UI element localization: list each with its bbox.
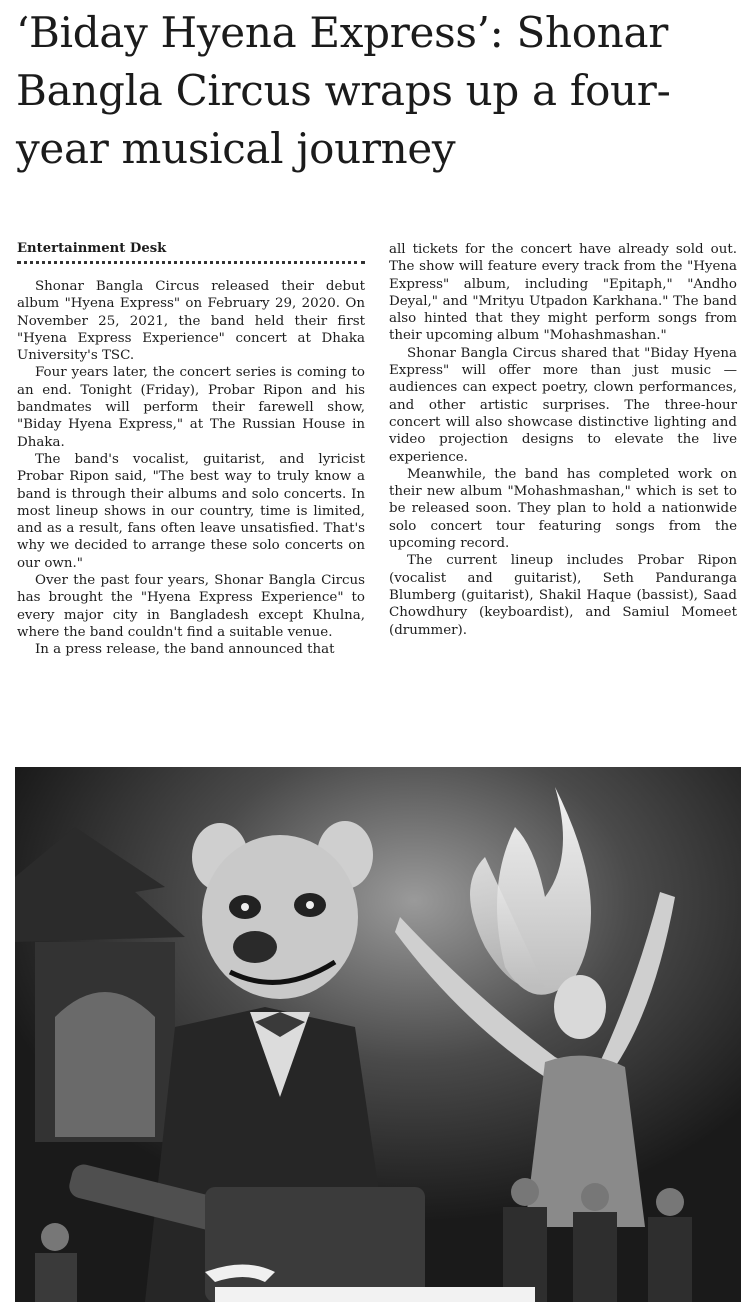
paragraph: In a press release, the band announced that bbox=[35, 642, 335, 658]
article-column-left bbox=[17, 240, 365, 659]
paragraph: Shonar Bangla Circus shared that "Biday Hyena Express" will offer more than just music — audiences can expect poetry, clown performances, and other artistic surprises. The three-hour concert will also showcase distinctive lighting and video projection designs to elevate the live experience. bbox=[389, 345, 737, 465]
paragraph: Over the past four years, Shonar Bangla Circus has brought the "Hyena Express Experience" to every major city in Bangladesh except Khulna, where the band couldn't find a suitable venue. bbox=[17, 573, 365, 640]
paragraph: Shonar Bangla Circus released their debut album "Hyena Express" on February 29, 2020. On November 25, 2021, the band held their first "Hyena Express Experience" concert at Dhaka University's TSC. bbox=[17, 279, 365, 364]
headline: ‘Biday Hyena Express’: Shonar Bangla Circus wraps up a four-year musical journey bbox=[16, 8, 671, 173]
concert-poster-image bbox=[15, 767, 741, 1302]
paragraph: The current lineup includes Probar Ripon (vocalist and guitarist), Seth Panduranga Blumberg (guitarist), Shakil Haque (bassist), Saad Chowdhury (keyboardist), and Samiul Momeet (drummer). bbox=[389, 553, 737, 638]
article-column-right bbox=[389, 241, 737, 639]
paragraph: all tickets for the concert have already sold out. The show will feature every track from the "Hyena Express" album, including "Epitaph," "Andho Deyal," and "Mrityu Utpadon Karkhana." The band also hinted that they might perform songs from their upcoming album "Mohashmashan." bbox=[389, 242, 737, 344]
byline: Entertainment Desk bbox=[17, 240, 365, 264]
paragraph: Four years later, the concert series is coming to an end. Tonight (Friday), Probar Ripon and his bandmates will perform their farewell show, "Biday Hyena Express," at The Russian House in Dhaka. bbox=[17, 365, 365, 450]
concert-poster-illustration-icon bbox=[15, 767, 741, 1302]
paragraph: The band's vocalist, guitarist, and lyricist Probar Ripon said, "The best way to truly know a band is through their albums and solo concerts. In most lineup shows in our country, time is limited, and as a result, fans often leave unsatisfied. That's why we decided to arrange these solo concerts on our own." bbox=[17, 451, 365, 571]
paragraph: Meanwhile, the band has completed work on their new album "Mohashmashan," which is set to be released soon. They plan to hold a nationwide solo concert tour featuring songs from the upcoming record. bbox=[389, 466, 737, 552]
